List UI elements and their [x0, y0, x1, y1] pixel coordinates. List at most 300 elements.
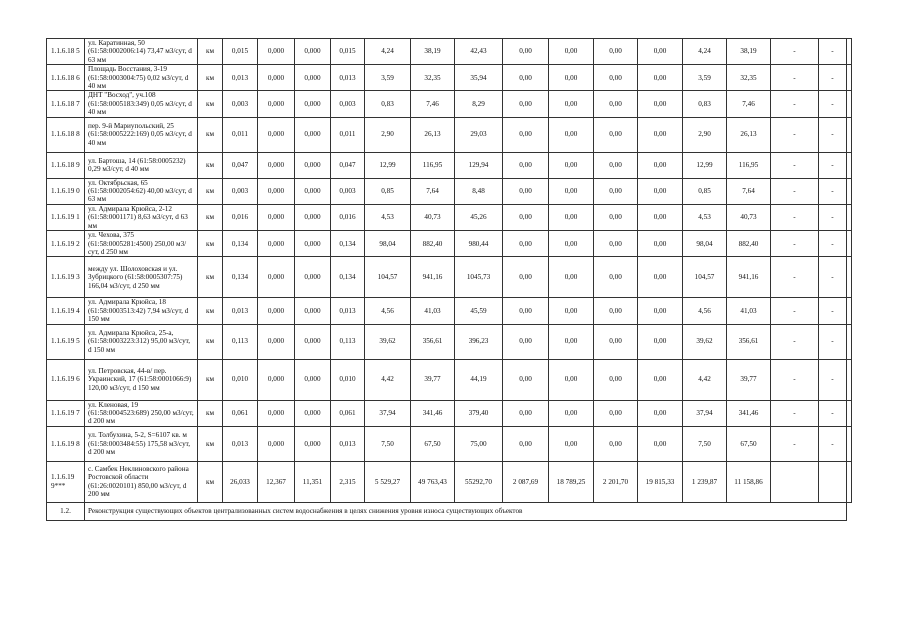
row-value-cell: 11,351 [295, 461, 331, 502]
row-id-cell: 1.1.6.19 0 [47, 178, 85, 204]
row-value-cell: 0,00 [638, 178, 683, 204]
row-value-cell: 67,50 [411, 426, 455, 461]
row-value-cell: 0,000 [295, 178, 331, 204]
row-value-cell: 1045,73 [455, 257, 503, 298]
row-unit-cell: км [198, 231, 223, 257]
row-value-cell: 40,73 [727, 204, 771, 230]
row-value-cell: 38,19 [727, 39, 771, 65]
row-value-cell: - [819, 152, 847, 178]
row-value-cell: 0,013 [223, 426, 258, 461]
row-value-cell: 0,134 [331, 231, 365, 257]
table-row [47, 91, 852, 117]
row-value-cell: 0,85 [365, 178, 411, 204]
row-unit-cell: км [198, 324, 223, 359]
row-value-cell: - [771, 117, 819, 152]
table-row [47, 324, 852, 359]
row-end-cell [847, 426, 852, 461]
row-value-cell: 2,90 [365, 117, 411, 152]
row-value-cell: 0,00 [549, 65, 594, 91]
table-row [47, 298, 852, 324]
row-value-cell: 0,003 [331, 178, 365, 204]
table-row [47, 400, 852, 426]
row-value-cell: 5 529,27 [365, 461, 411, 502]
row-value-cell: 0,00 [503, 204, 549, 230]
row-value-cell: - [771, 91, 819, 117]
row-name-cell: ул. Кленовая, 19 (61:58:0004523:689) 250,00 м3/сут, d 200 мм [85, 400, 198, 426]
row-value-cell: 0,00 [503, 324, 549, 359]
row-value-cell: 0,134 [223, 257, 258, 298]
row-value-cell: 37,94 [683, 400, 727, 426]
row-value-cell: 0,00 [638, 65, 683, 91]
row-value-cell: 0,00 [594, 39, 638, 65]
row-value-cell: 0,000 [258, 426, 295, 461]
table-row [47, 461, 852, 502]
row-value-cell: 0,000 [295, 117, 331, 152]
row-value-cell: 941,16 [727, 257, 771, 298]
row-value-cell: 0,113 [331, 324, 365, 359]
row-value-cell: 0,047 [223, 152, 258, 178]
row-value-cell: 0,016 [223, 204, 258, 230]
row-value-cell: 104,57 [365, 257, 411, 298]
row-value-cell: - [771, 231, 819, 257]
row-value-cell: 4,42 [683, 359, 727, 400]
row-value-cell: 0,00 [594, 400, 638, 426]
row-name-cell: с. Самбек Неклиновского района Ростовской области (61:26:0020101) 850,00 м3/сут, d 200 мм [85, 461, 198, 502]
row-value-cell: 2 201,70 [594, 461, 638, 502]
row-value-cell: 0,00 [594, 178, 638, 204]
row-value-cell: 0,00 [549, 152, 594, 178]
row-value-cell: 0,00 [549, 257, 594, 298]
row-value-cell: 0,00 [638, 152, 683, 178]
row-value-cell: 341,46 [411, 400, 455, 426]
row-value-cell: 0,000 [295, 152, 331, 178]
row-value-cell: 0,000 [258, 298, 295, 324]
row-value-cell: - [819, 298, 847, 324]
row-value-cell: - [771, 39, 819, 65]
row-end-cell [847, 117, 852, 152]
row-value-cell: 0,000 [258, 91, 295, 117]
row-value-cell: 0,011 [223, 117, 258, 152]
row-value-cell: 0,000 [295, 426, 331, 461]
row-value-cell: 0,00 [638, 231, 683, 257]
row-id-cell: 1.1.6.18 5 [47, 39, 85, 65]
row-id-cell: 1.1.6.18 8 [47, 117, 85, 152]
row-value-cell: 7,50 [365, 426, 411, 461]
row-end-cell [847, 152, 852, 178]
row-value-cell: 98,04 [683, 231, 727, 257]
row-value-cell: 41,03 [727, 298, 771, 324]
row-value-cell: 0,000 [295, 324, 331, 359]
row-value-cell: 0,00 [549, 298, 594, 324]
row-value-cell: 0,000 [295, 39, 331, 65]
row-value-cell: 0,00 [594, 91, 638, 117]
row-value-cell: 0,016 [331, 204, 365, 230]
row-end-cell [847, 359, 852, 400]
row-value-cell: - [771, 152, 819, 178]
row-value-cell: 0,00 [503, 298, 549, 324]
row-value-cell: 12,99 [683, 152, 727, 178]
row-unit-cell: км [198, 298, 223, 324]
row-value-cell: - [819, 39, 847, 65]
infrastructure-table [46, 38, 852, 521]
row-end-cell [847, 461, 852, 502]
row-value-cell: 0,000 [295, 65, 331, 91]
row-value-cell: 0,011 [331, 117, 365, 152]
row-value-cell: - [771, 426, 819, 461]
row-value-cell: 379,40 [455, 400, 503, 426]
row-value-cell: 37,94 [365, 400, 411, 426]
row-unit-cell: км [198, 178, 223, 204]
row-value-cell: 129,94 [455, 152, 503, 178]
row-value-cell: 0,013 [223, 298, 258, 324]
row-value-cell: 0,00 [549, 91, 594, 117]
row-unit-cell: км [198, 426, 223, 461]
row-value-cell: 116,95 [411, 152, 455, 178]
row-value-cell: 0,134 [331, 257, 365, 298]
row-id-cell: 1.1.6.19 4 [47, 298, 85, 324]
row-value-cell: 0,83 [365, 91, 411, 117]
row-value-cell: 0,000 [258, 231, 295, 257]
row-value-cell: 0,00 [503, 426, 549, 461]
row-name-cell: ул. Адмирала Крюйса, 18 (61:58:0003513:42) 7,94 м3/сут, d 150 мм [85, 298, 198, 324]
row-end-cell [847, 178, 852, 204]
row-value-cell: 0,00 [594, 231, 638, 257]
row-end-cell [847, 298, 852, 324]
row-unit-cell: км [198, 400, 223, 426]
section-title: Реконструкция существующих объектов централизованных систем водоснабжения в целях снижения уровня износа существующих объектов [85, 502, 847, 520]
row-value-cell: 0,00 [503, 117, 549, 152]
row-value-cell: 32,35 [411, 65, 455, 91]
row-value-cell: - [819, 178, 847, 204]
row-value-cell: 0,00 [503, 257, 549, 298]
row-value-cell: 45,26 [455, 204, 503, 230]
row-value-cell: 0,000 [295, 91, 331, 117]
row-value-cell: 0,134 [223, 231, 258, 257]
row-value-cell [819, 461, 847, 502]
row-value-cell: 0,003 [223, 178, 258, 204]
row-value-cell: 7,64 [727, 178, 771, 204]
row-end-cell [847, 324, 852, 359]
row-value-cell: 42,43 [455, 39, 503, 65]
row-value-cell: 116,95 [727, 152, 771, 178]
row-value-cell: 67,50 [727, 426, 771, 461]
row-value-cell: 0,00 [594, 298, 638, 324]
row-value-cell: 4,24 [365, 39, 411, 65]
row-name-cell: ул. Чехова, 375 (61:58:0005281:4500) 250,00 м3/сут, d 250 мм [85, 231, 198, 257]
table-row [47, 117, 852, 152]
row-value-cell: 26,13 [727, 117, 771, 152]
row-value-cell: 3,59 [683, 65, 727, 91]
row-value-cell: 0,013 [331, 298, 365, 324]
row-value-cell: 2 087,69 [503, 461, 549, 502]
row-value-cell: 0,00 [503, 178, 549, 204]
row-value-cell: - [819, 65, 847, 91]
row-value-cell: 38,19 [411, 39, 455, 65]
row-name-cell: между ул. Шолоховская и ул. Зубрицкого (61:58:0005307:75) 166,04 м3/сут, d 250 мм [85, 257, 198, 298]
row-value-cell: 0,85 [683, 178, 727, 204]
row-value-cell: 0,00 [638, 39, 683, 65]
row-value-cell: 4,56 [683, 298, 727, 324]
row-unit-cell: км [198, 359, 223, 400]
row-end-cell [847, 400, 852, 426]
row-name-cell: Площадь Восстания, 3-19 (61:58:0003004:75) 0,02 м3/сут, d 40 мм [85, 65, 198, 91]
row-value-cell: 0,00 [549, 426, 594, 461]
row-value-cell: 0,00 [638, 257, 683, 298]
row-value-cell: 0,00 [549, 400, 594, 426]
row-id-cell: 1.1.6.18 6 [47, 65, 85, 91]
row-value-cell: 7,46 [411, 91, 455, 117]
row-value-cell: 0,015 [331, 39, 365, 65]
row-value-cell: 0,00 [594, 65, 638, 91]
row-value-cell: 0,000 [258, 117, 295, 152]
row-value-cell: 41,03 [411, 298, 455, 324]
row-id-cell: 1.1.6.19 1 [47, 204, 85, 230]
row-unit-cell: км [198, 152, 223, 178]
table-row [47, 65, 852, 91]
row-value-cell [771, 461, 819, 502]
row-id-cell: 1.1.6.19 9*** [47, 461, 85, 502]
row-value-cell: 396,23 [455, 324, 503, 359]
row-value-cell: 0,00 [638, 359, 683, 400]
row-value-cell: 18 789,25 [549, 461, 594, 502]
row-value-cell: 7,46 [727, 91, 771, 117]
row-value-cell: 12,367 [258, 461, 295, 502]
row-name-cell: ул. Адмирала Крюйса, 2-12 (61:58:0001171) 8,63 м3/сут, d 63 мм [85, 204, 198, 230]
row-end-cell [847, 39, 852, 65]
row-name-cell: ул. Каратинная, 50 (61:58:0002006:14) 73,47 м3/сут, d 63 мм [85, 39, 198, 65]
row-value-cell: 39,62 [365, 324, 411, 359]
row-unit-cell: км [198, 257, 223, 298]
row-value-cell: 44,19 [455, 359, 503, 400]
row-name-cell: ул. Петровская, 44-в/ пер. Украинский, 17 (61:58:0001066:9) 120,00 м3/сут, d 150 мм [85, 359, 198, 400]
row-value-cell: 0,003 [223, 91, 258, 117]
row-value-cell: - [771, 400, 819, 426]
row-value-cell: 3,59 [365, 65, 411, 91]
table-row [47, 152, 852, 178]
row-value-cell: - [819, 204, 847, 230]
row-value-cell: 0,00 [638, 426, 683, 461]
row-value-cell: - [771, 359, 819, 400]
row-unit-cell: км [198, 204, 223, 230]
row-end-cell [847, 257, 852, 298]
row-value-cell: 0,00 [503, 65, 549, 91]
row-value-cell: 104,57 [683, 257, 727, 298]
row-value-cell: 4,56 [365, 298, 411, 324]
row-id-cell: 1.1.6.19 2 [47, 231, 85, 257]
row-value-cell: 0,003 [331, 91, 365, 117]
row-value-cell: 0,00 [594, 117, 638, 152]
table-row [47, 426, 852, 461]
row-value-cell: - [771, 178, 819, 204]
row-id-cell: 1.1.6.19 3 [47, 257, 85, 298]
row-value-cell: 0,00 [638, 324, 683, 359]
row-value-cell: - [819, 426, 847, 461]
row-value-cell: 980,44 [455, 231, 503, 257]
row-value-cell: 0,000 [258, 152, 295, 178]
row-value-cell: 0,00 [503, 231, 549, 257]
row-value-cell: 0,061 [331, 400, 365, 426]
row-value-cell: 29,03 [455, 117, 503, 152]
row-value-cell: 0,00 [549, 204, 594, 230]
row-value-cell: 882,40 [727, 231, 771, 257]
row-value-cell: 941,16 [411, 257, 455, 298]
row-end-cell [847, 204, 852, 230]
row-value-cell: 35,94 [455, 65, 503, 91]
table-row [47, 39, 852, 65]
row-id-cell: 1.1.6.18 9 [47, 152, 85, 178]
row-value-cell: - [771, 65, 819, 91]
row-value-cell: 0,013 [223, 65, 258, 91]
row-value-cell: 7,64 [411, 178, 455, 204]
row-value-cell: 49 763,43 [411, 461, 455, 502]
row-value-cell: 0,83 [683, 91, 727, 117]
row-value-cell: - [819, 257, 847, 298]
row-value-cell: 0,000 [295, 231, 331, 257]
row-value-cell: 0,013 [331, 65, 365, 91]
table-row [47, 231, 852, 257]
row-value-cell: 98,04 [365, 231, 411, 257]
row-value-cell: 55292,70 [455, 461, 503, 502]
row-value-cell: 0,00 [638, 400, 683, 426]
row-value-cell: 0,000 [258, 324, 295, 359]
row-value-cell: 0,00 [503, 400, 549, 426]
row-value-cell: 0,00 [549, 359, 594, 400]
row-value-cell: 39,77 [727, 359, 771, 400]
row-unit-cell: км [198, 461, 223, 502]
row-id-cell: 1.1.6.19 6 [47, 359, 85, 400]
row-value-cell: - [771, 204, 819, 230]
table-row [47, 359, 852, 400]
row-value-cell: 4,53 [683, 204, 727, 230]
table-row [47, 204, 852, 230]
row-value-cell: 0,00 [594, 359, 638, 400]
row-value-cell: 40,73 [411, 204, 455, 230]
row-value-cell: 341,46 [727, 400, 771, 426]
row-value-cell: 1 239,87 [683, 461, 727, 502]
row-id-cell: 1.1.6.19 8 [47, 426, 85, 461]
row-name-cell: ул. Толбухина, 5-2, S=6107 кв. м (61:58:0003484:55) 175,58 м3/сут, d 200 мм [85, 426, 198, 461]
row-value-cell: 0,000 [258, 178, 295, 204]
row-unit-cell: км [198, 117, 223, 152]
row-id-cell: 1.1.6.19 7 [47, 400, 85, 426]
row-value-cell: 0,000 [258, 39, 295, 65]
row-value-cell: - [819, 231, 847, 257]
row-value-cell: 2,90 [683, 117, 727, 152]
section-id: 1.2. [47, 502, 85, 520]
row-value-cell: 0,00 [638, 204, 683, 230]
row-value-cell: 0,00 [503, 152, 549, 178]
row-value-cell: 26,033 [223, 461, 258, 502]
row-value-cell: 0,00 [594, 426, 638, 461]
table-row [47, 257, 852, 298]
row-value-cell: 32,35 [727, 65, 771, 91]
row-value-cell: 0,00 [549, 39, 594, 65]
row-value-cell: 0,015 [223, 39, 258, 65]
row-value-cell: 39,77 [411, 359, 455, 400]
row-value-cell: 0,00 [594, 257, 638, 298]
row-end-cell [847, 231, 852, 257]
row-end-cell [847, 65, 852, 91]
row-unit-cell: км [198, 65, 223, 91]
row-value-cell: 356,61 [411, 324, 455, 359]
row-name-cell: пер. 9-й Мариупольский, 25 (61:58:0005222:169) 0,05 м3/сут, d 40 мм [85, 117, 198, 152]
row-value-cell: 0,000 [295, 204, 331, 230]
row-name-cell: ул. Бартоша, 14 (61:58:0005232) 0,29 м3/сут, d 40 мм [85, 152, 198, 178]
row-unit-cell: км [198, 91, 223, 117]
row-name-cell: ул. Октябрьская, 65 (61:58:0002054:62) 40,00 м3/сут, d 63 мм [85, 178, 198, 204]
row-value-cell: 0,000 [295, 257, 331, 298]
row-value-cell: 75,00 [455, 426, 503, 461]
row-value-cell: 8,29 [455, 91, 503, 117]
row-value-cell: 4,24 [683, 39, 727, 65]
row-value-cell: 0,000 [258, 257, 295, 298]
row-value-cell: 0,010 [223, 359, 258, 400]
row-value-cell: 0,00 [503, 39, 549, 65]
row-value-cell: 11 158,86 [727, 461, 771, 502]
row-value-cell: - [819, 359, 847, 400]
row-id-cell: 1.1.6.18 7 [47, 91, 85, 117]
row-unit-cell: км [198, 39, 223, 65]
row-value-cell: 356,61 [727, 324, 771, 359]
table-row [47, 178, 852, 204]
row-value-cell: 0,00 [549, 178, 594, 204]
row-value-cell: 19 815,33 [638, 461, 683, 502]
row-value-cell: 8,48 [455, 178, 503, 204]
row-value-cell: 45,59 [455, 298, 503, 324]
row-value-cell: 0,000 [258, 204, 295, 230]
row-value-cell: - [819, 400, 847, 426]
row-value-cell: - [819, 117, 847, 152]
row-value-cell: 0,00 [594, 204, 638, 230]
row-value-cell: 0,00 [549, 231, 594, 257]
row-value-cell: 882,40 [411, 231, 455, 257]
row-value-cell: - [771, 324, 819, 359]
row-value-cell: 0,000 [258, 359, 295, 400]
section-row [47, 502, 852, 520]
row-name-cell: ул. Адмирала Крюйса, 25-а, (61:58:0003223:312) 95,00 м3/сут, d 150 мм [85, 324, 198, 359]
row-name-cell: ДНТ "Восход", уч.108 (61:58:0005183:349) 0,05 м3/сут, d 40 мм [85, 91, 198, 117]
row-value-cell: 0,000 [295, 298, 331, 324]
row-value-cell: 0,000 [295, 400, 331, 426]
row-value-cell: 0,00 [638, 117, 683, 152]
row-value-cell: 0,000 [295, 359, 331, 400]
row-value-cell: 0,061 [223, 400, 258, 426]
row-value-cell: 0,047 [331, 152, 365, 178]
row-value-cell: 26,13 [411, 117, 455, 152]
row-value-cell: 4,42 [365, 359, 411, 400]
row-value-cell: 0,00 [638, 298, 683, 324]
row-value-cell: 0,00 [549, 324, 594, 359]
row-value-cell: 0,00 [503, 359, 549, 400]
row-value-cell: 0,113 [223, 324, 258, 359]
row-value-cell: 0,000 [258, 65, 295, 91]
row-value-cell: 7,50 [683, 426, 727, 461]
row-value-cell: 0,00 [549, 117, 594, 152]
row-value-cell: 0,013 [331, 426, 365, 461]
row-value-cell: - [819, 324, 847, 359]
row-value-cell: 39,62 [683, 324, 727, 359]
row-value-cell: 0,00 [594, 152, 638, 178]
row-id-cell: 1.1.6.19 5 [47, 324, 85, 359]
row-value-cell: 12,99 [365, 152, 411, 178]
row-value-cell: 0,00 [503, 91, 549, 117]
row-value-cell: 0,00 [638, 91, 683, 117]
row-value-cell: - [771, 257, 819, 298]
row-value-cell: 4,53 [365, 204, 411, 230]
table-body [47, 39, 852, 521]
row-end-cell [847, 91, 852, 117]
row-value-cell: - [771, 298, 819, 324]
